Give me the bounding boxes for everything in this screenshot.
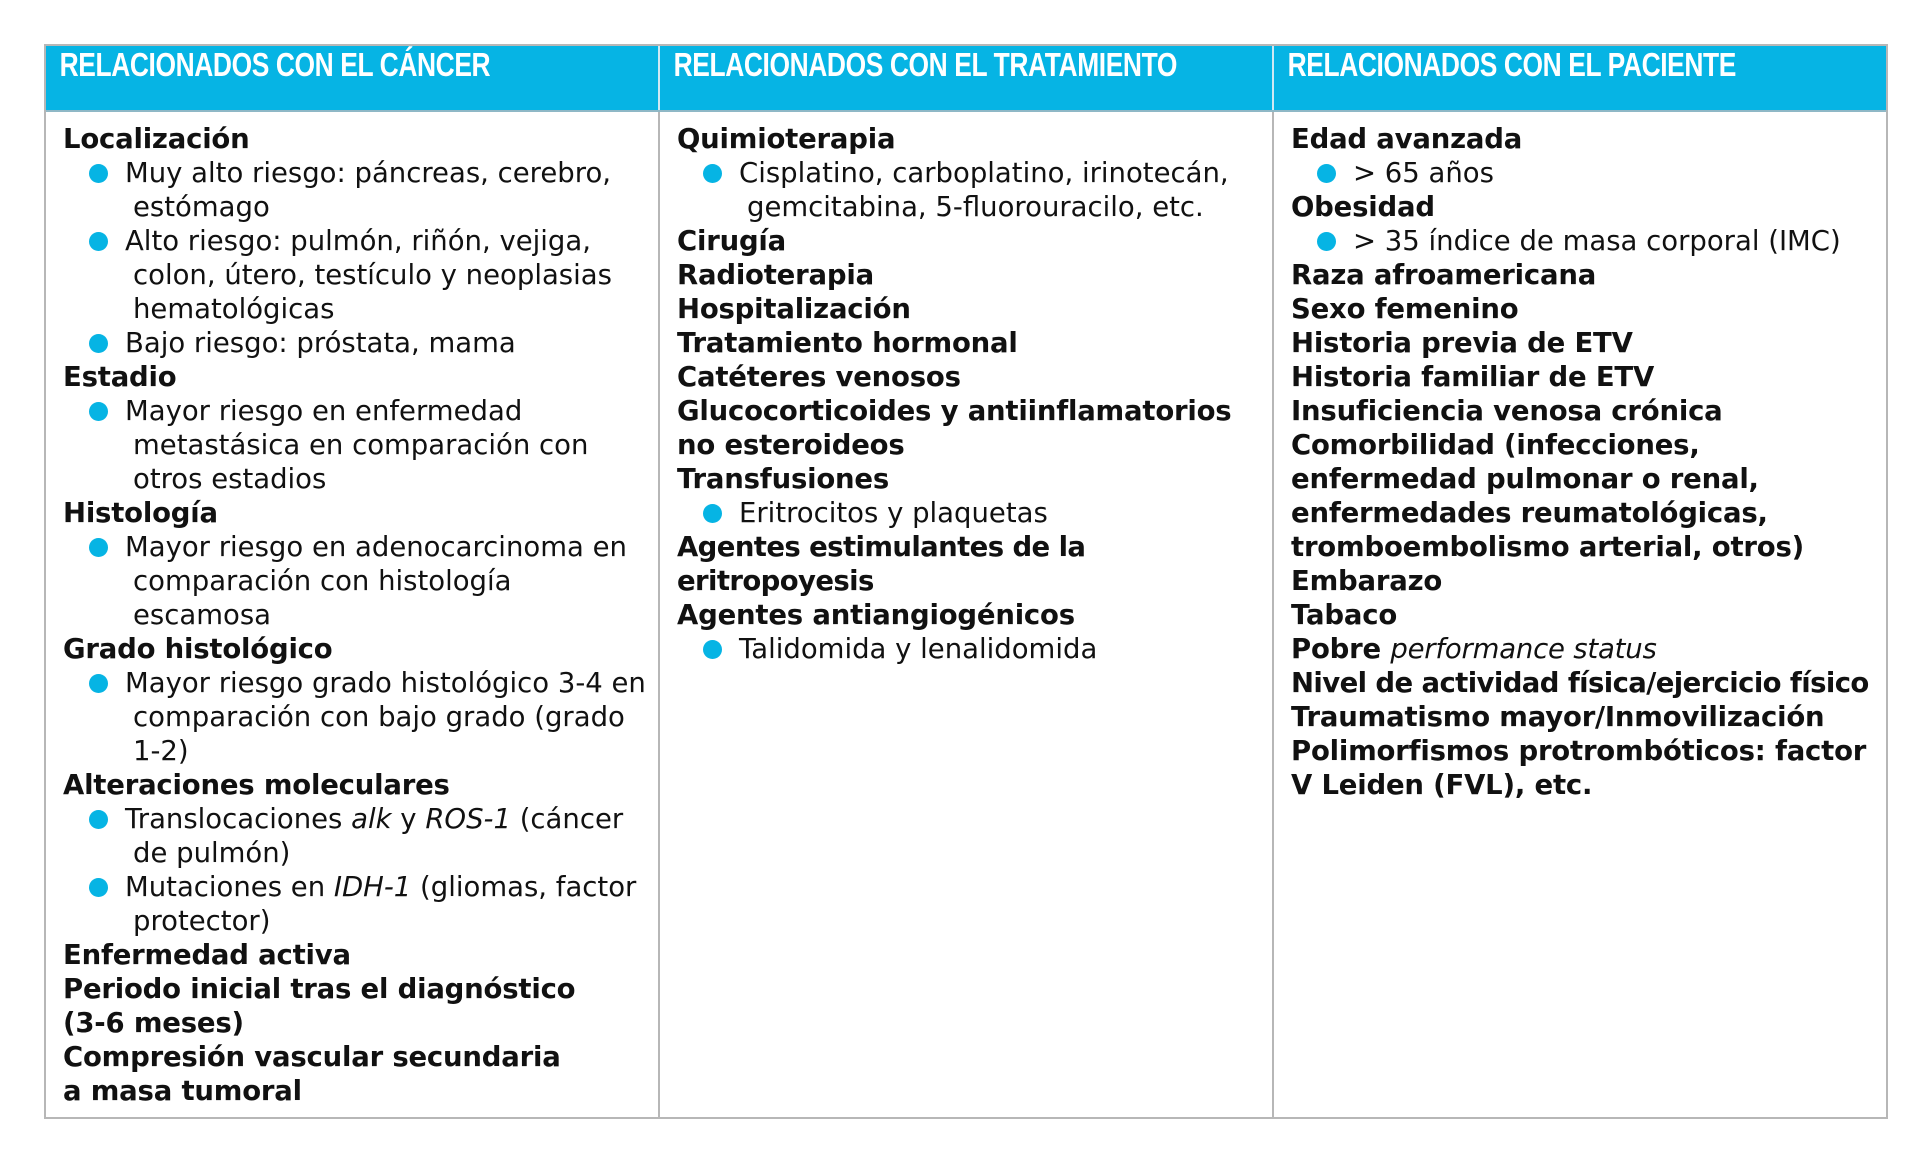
bullet-item: Mayor riesgo grado histológico 3-4 en comparación con bajo grado (grado 1-2) [63, 666, 646, 768]
heading-traumatismo-mayor: Traumatismo mayor/Inmovilización [1291, 701, 1825, 733]
bullet-item: Alto riesgo: pulmón, riñón, vejiga, colon, útero, testículo y neoplasias hematológicas [63, 224, 646, 326]
bullet-item: > 35 índice de masa corporal (IMC) [1291, 224, 1874, 258]
bullet-item: Cisplatino, carboplatino, irinotecán, gemcitabina, 5-fluorouracilo, etc. [677, 156, 1260, 224]
heading-historia-familiar-etv: Historia familiar de ETV [1291, 361, 1655, 393]
bullet-dot-icon [703, 504, 722, 523]
heading-quimioterapia: Quimioterapia [677, 123, 896, 155]
heading-edad-avanzada: Edad avanzada [1291, 123, 1523, 155]
heading-historia-previa-etv: Historia previa de ETV [1291, 327, 1633, 359]
header-patient: RELACIONADOS CON EL PACIENTE [1287, 46, 1736, 83]
bullet-dot-icon [1317, 232, 1336, 251]
heading-tratamiento-hormonal: Tratamiento hormonal [677, 327, 1018, 359]
heading-cirugia: Cirugía [677, 225, 787, 257]
bullet-item: Mutaciones en IDH-1 (gliomas, factor protector) [63, 870, 646, 938]
heading-hospitalizacion: Hospitalización [677, 293, 911, 325]
heading-sexo-femenino: Sexo femenino [1291, 293, 1519, 325]
heading-obesidad: Obesidad [1291, 191, 1435, 223]
heading-estadio: Estadio [63, 361, 177, 393]
heading-pobre-performance-status: Pobre performance status [1291, 633, 1657, 665]
bullet-dot-icon [89, 674, 108, 693]
heading-periodo-inicial: Periodo inicial tras el diagnóstico (3-6 meses) [63, 973, 576, 1039]
bullet-dot-icon [89, 402, 108, 421]
heading-comorbilidad: Comorbilidad (infecciones, enfermedad pulmonar o renal, enfermedades reumatológicas, tromboembolismo arterial, otros) [1291, 429, 1804, 563]
bullet-dot-icon [89, 334, 108, 353]
bullet-dot-icon [89, 810, 108, 829]
bullet-item: Bajo riesgo: próstata, mama [63, 326, 646, 360]
bullet-dot-icon [89, 878, 108, 897]
bullet-item: > 65 años [1291, 156, 1874, 190]
heading-radioterapia: Radioterapia [677, 259, 874, 291]
bullet-item: Mayor riesgo en adenocarcinoma en comparación con histología escamosa [63, 530, 646, 632]
heading-nivel-actividad-fisica: Nivel de actividad física/ejercicio físico [1291, 667, 1869, 699]
heading-grado-histologico: Grado histológico [63, 633, 333, 665]
risk-factors-table [44, 44, 1888, 1119]
column-patient [1272, 112, 1886, 1117]
heading-histologia: Histología [63, 497, 218, 529]
column-treatment [658, 112, 1272, 1117]
heading-insuficiencia-venosa: Insuficiencia venosa crónica [1291, 395, 1723, 427]
heading-embarazo: Embarazo [1291, 565, 1443, 597]
header-cancer: RELACIONADOS CON EL CÁNCER [59, 46, 491, 83]
column-cancer [46, 112, 658, 1117]
bullet-dot-icon [89, 232, 108, 251]
bullet-item: Mayor riesgo en enfermedad metastásica en comparación con otros estadios [63, 394, 646, 496]
heading-compresion-vascular: Compresión vascular secundaria a masa tumoral [63, 1041, 561, 1107]
header-treatment: RELACIONADOS CON EL TRATAMIENTO [673, 46, 1177, 83]
heading-localizacion: Localización [63, 123, 250, 155]
bullet-item: Translocaciones alk y ROS-1 (cáncer de pulmón) [63, 802, 646, 870]
bullet-dot-icon [1317, 164, 1336, 183]
bullet-item: Muy alto riesgo: páncreas, cerebro, estómago [63, 156, 646, 224]
bullet-dot-icon [89, 164, 108, 183]
table-body-row [46, 112, 1886, 1117]
heading-glucocorticoides: Glucocorticoides y antiinflamatorios no esteroideos [677, 395, 1232, 461]
heading-raza-afroamericana: Raza afroamericana [1291, 259, 1597, 291]
heading-tabaco: Tabaco [1291, 599, 1398, 631]
heading-cateteres-venosos: Catéteres venosos [677, 361, 961, 393]
heading-agentes-antiangiogenicos: Agentes antiangiogénicos [677, 599, 1075, 631]
bullet-item: Eritrocitos y plaquetas [677, 496, 1260, 530]
heading-alteraciones-moleculares: Alteraciones moleculares [63, 769, 450, 801]
table-header-row [46, 46, 1886, 112]
bullet-dot-icon [89, 538, 108, 557]
bullet-dot-icon [703, 164, 722, 183]
bullet-item: Talidomida y lenalidomida [677, 632, 1260, 666]
heading-transfusiones: Transfusiones [677, 463, 890, 495]
bullet-dot-icon [703, 640, 722, 659]
heading-enfermedad-activa: Enfermedad activa [63, 939, 351, 971]
heading-agentes-estimulantes: Agentes estimulantes de la eritropoyesis [677, 531, 1086, 597]
heading-polimorfismos: Polimorfismos protrombóticos: factor V Leiden (FVL), etc. [1291, 735, 1867, 801]
